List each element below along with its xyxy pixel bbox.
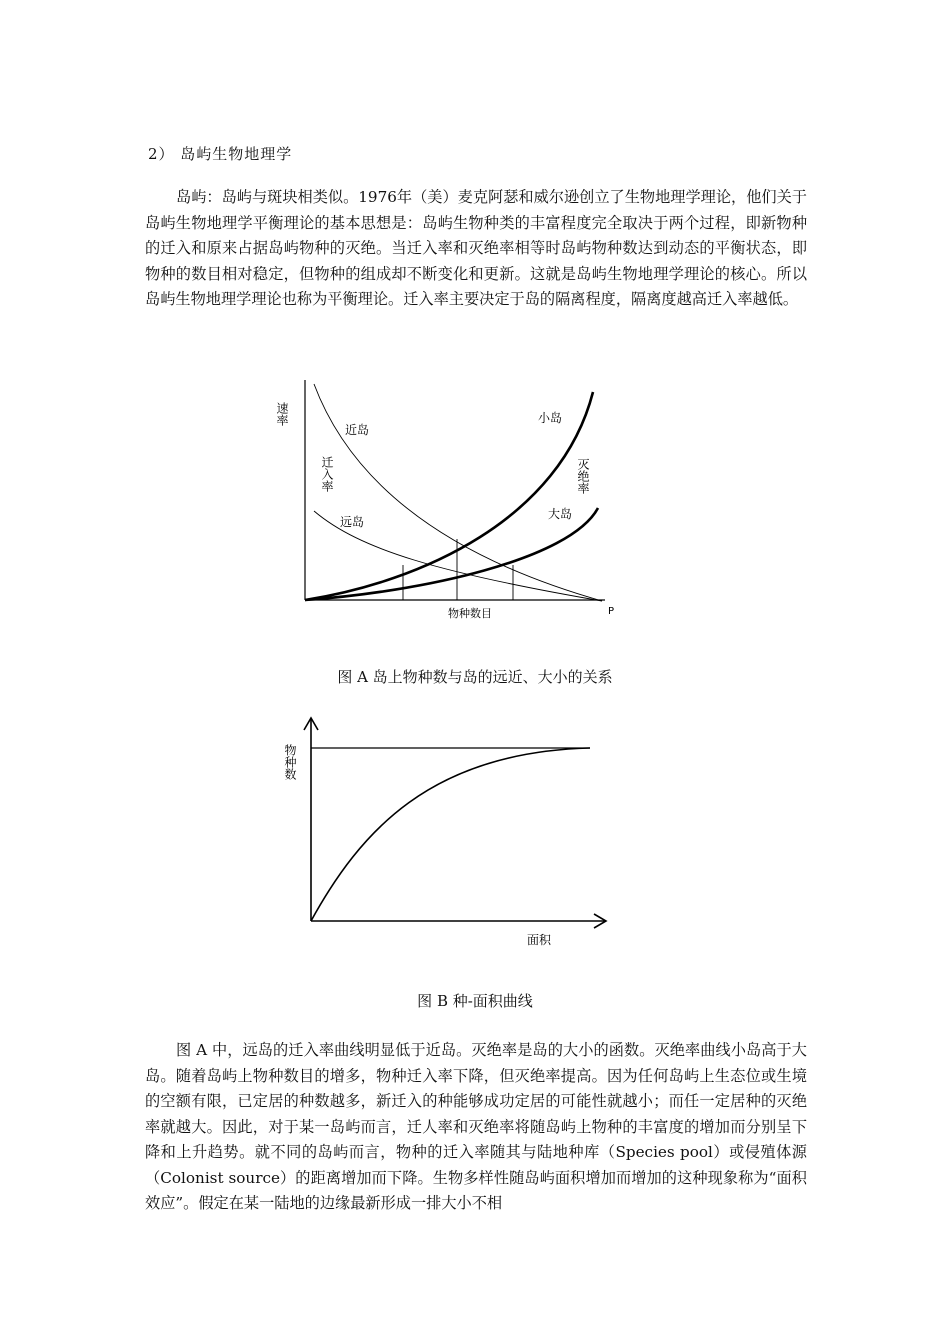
species-area-curve (311, 748, 590, 921)
figure-a-xlabel: 物种数目 (448, 607, 492, 620)
figure-a-diagram (270, 370, 630, 630)
figure-b-diagram (280, 712, 620, 952)
figure-a-ylabel: 速率 (275, 402, 289, 426)
figure-b-ylabel: 物种数 (283, 744, 297, 780)
label-immigration-rate: 迁入率 (320, 456, 334, 492)
label-far-island: 远岛 (340, 515, 365, 529)
figure-a-x-end-label: P (608, 606, 615, 617)
label-extinction-rate: 灭绝率 (576, 458, 590, 494)
section-heading: 2） 岛屿生物地理学 (148, 145, 293, 163)
figure-b-caption: 图 B 种-面积曲线 (417, 992, 533, 1010)
label-large-island: 大岛 (548, 507, 573, 521)
label-near-island: 近岛 (345, 423, 370, 437)
body-paragraph: 图 A 中，远岛的迁入率曲线明显低于近岛。灭绝率是岛的大小的函数。灭绝率曲线小岛高于大岛。随着岛屿上物种数目的增多，物种迁入率下降，但灭绝率提高。因为任何岛屿上生态位或生境的空额有限，已定居的种数越多，新迁入的种能够成功定居的可能性就越小；而任一定居种的灭绝率就越大。因此，对于某一岛屿而言，迁人率和灭绝率将随岛屿上物种的丰富度的增加而分别呈下降和上升趋势。就不同的岛屿而言，物种的迁入率随其与陆地种库（Species pool）或侵殖体源（Colonist source）的距离增加而下降。生物多样性随岛屿面积增加而增加的这种现象称为“面积效应”。假定在某一陆地的边缘最新形成一排大小不相 (145, 1041, 807, 1212)
figure-a-caption: 图 A 岛上物种数与岛的远近、大小的关系 (337, 668, 613, 686)
label-small-island: 小岛 (538, 411, 563, 425)
intro-paragraph: 岛屿：岛屿与斑块相类似。1976年（美）麦克阿瑟和威尔逊创立了生物地理学理论，他们关于岛屿生物地理学平衡理论的基本思想是：岛屿生物种类的丰富程度完全取决于两个过程，即新物种的迁入和原来占据岛屿物种的灭绝。当迁入率和灭绝率相等时岛屿物种数达到动态的平衡状态，即物种的数目相对稳定，但物种的组成却不断变化和更新。这就是岛屿生物地理学理论的核心。所以岛屿生物地理学理论也称为平衡理论。迁入率主要决定于岛的隔离程度，隔离度越高迁入率越低。 (145, 188, 807, 308)
figure-b-xlabel: 面积 (527, 933, 552, 947)
